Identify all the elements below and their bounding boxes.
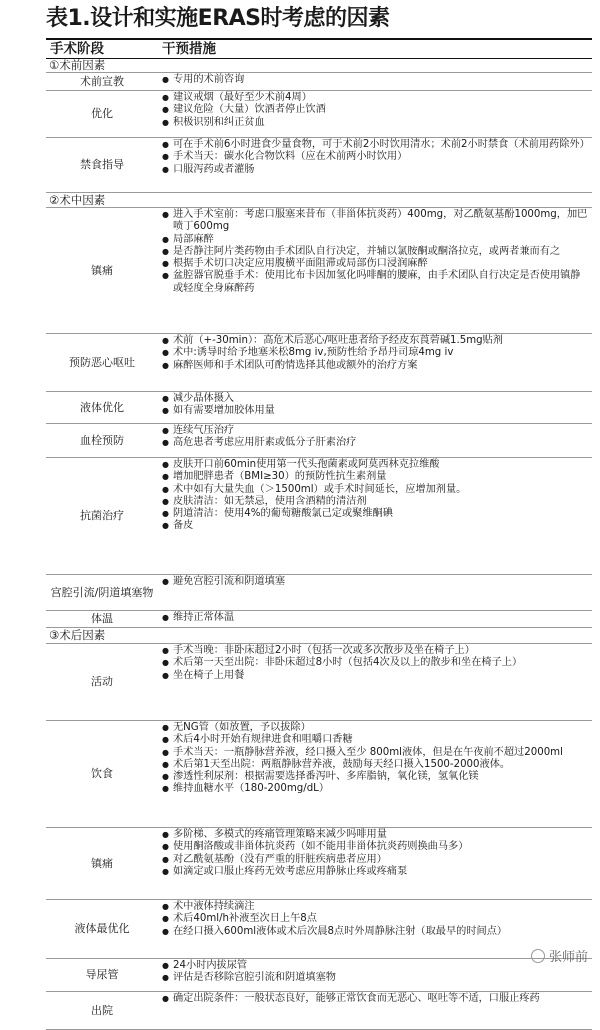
- table-row: [46, 424, 592, 458]
- measure-item: ● 手术当晚：非卧床超过2小时（包括一次或多次散步及坐在椅子上）: [162, 645, 588, 657]
- measures-cell: [162, 993, 588, 1005]
- measure-item: ● 皮肤开口前60min使用第一代头孢菌素或阿莫西林克拉维酸: [162, 459, 588, 471]
- table-row: [46, 959, 592, 992]
- measure-item: ● 术中液体持续滴注: [162, 901, 588, 913]
- watermark-text: 张师前: [548, 950, 588, 965]
- measure-item: ● 维持血糖水平（180-200mg/dL）: [162, 783, 588, 795]
- measure-item: ● 进入手术室前：考虑口服塞来昔布（非甾体抗炎药）400mg，对乙酰氨基酚1000mg，加巴喷丁600mg: [162, 209, 588, 234]
- measure-item: ● 建议戒烟（最好至少术前4周）: [162, 92, 588, 104]
- table-row: [46, 91, 592, 138]
- measures-cell: [162, 459, 588, 533]
- stage-cell: 饮食: [91, 767, 113, 780]
- measure-item: ● 是否静注阿片类药物由手术团队自行决定，并辅以氯胺酮或酮洛拉克，或两者兼而有之: [162, 246, 588, 258]
- table-row: [46, 828, 592, 900]
- measures-cell: [162, 209, 588, 295]
- measures-cell: [162, 829, 588, 878]
- header-measures: 干预措施: [162, 41, 216, 57]
- table-row: [46, 644, 592, 721]
- measure-item: ● 渗透性利尿剂：根据需要选择番泻叶、多库脂钠，氧化镁，氢氧化镁: [162, 771, 588, 783]
- measure-item: ● 术中:诱导时给予地塞米松8mg iv,预防性给予昂丹司琼4mg iv: [162, 347, 588, 359]
- measure-item: ● 避免宫腔引流和阴道填塞: [162, 576, 588, 588]
- measures-cell: [162, 960, 588, 985]
- section-header: ①术前因素: [46, 58, 592, 73]
- measures-cell: [162, 92, 588, 129]
- measure-item: ● 手术当天：一瓶静脉营养液，经口摄入至少 800ml液体，但是在午夜前不超过2000ml: [162, 747, 588, 759]
- stage-cell: 活动: [91, 675, 113, 688]
- measure-item: ● 多阶梯、多模式的疼痛管理策略来减少吗啡用量: [162, 829, 588, 841]
- measure-item: ● 坐在椅子上用餐: [162, 670, 588, 682]
- stage-cell: 液体优化: [80, 400, 124, 414]
- table-row: [46, 900, 592, 959]
- measure-item: ● 可在手术前6小时进食少量食物，可于术前2小时饮用清水；术前2小时禁食（术前用药除外）: [162, 139, 588, 151]
- stage-cell: 体温: [91, 612, 113, 625]
- stage-cell: 宫腔引流/阴道填塞物: [50, 585, 154, 599]
- measures-cell: [162, 139, 588, 176]
- measure-item: ● 术后第一天至出院：非卧床超过8小时（包括4次及以上的散步和坐在椅子上）: [162, 657, 588, 669]
- table-row: [46, 458, 592, 575]
- measure-item: ● 对乙酰氨基酚（没有严重的肝脏疾病患者应用）: [162, 854, 588, 866]
- measure-item: ● 使用酮洛酸或非甾体抗炎药（如不能用非甾体抗炎药则换曲马多）: [162, 841, 588, 853]
- table-row: [46, 721, 592, 828]
- measure-item: ● 确定出院条件：一般状态良好，能够正常饮食而无恶心、呕吐等不适，口服止疼药: [162, 993, 588, 1005]
- stage-cell: 导尿管: [85, 968, 119, 981]
- measure-item: ● 术后第1天至出院：两瓶静脉营养液，鼓励每天经口摄入1500-2000液体。: [162, 759, 588, 771]
- measure-item: ● 建议危险（大量）饮酒者停止饮酒: [162, 104, 588, 116]
- measure-item: ● 盆腔器官脱垂手术：使用比布卡因加氢化吗啡酮的腰麻，由手术团队自行决定是否使用镇静或轻度全身麻醉药: [162, 270, 588, 295]
- stage-cell: 抗菌治疗: [80, 509, 124, 522]
- table-row: [46, 208, 592, 334]
- stage-cell: 镇痛: [91, 263, 113, 277]
- table-row: [46, 992, 592, 1030]
- table-row: [46, 575, 592, 611]
- measures-cell: [162, 576, 588, 588]
- measure-item: ● 积极识别和纠正贫血: [162, 117, 588, 129]
- measure-item: ● 如滴定或口服止疼药无效考虑应用静脉止疼或疼痛泵: [162, 866, 588, 878]
- measure-item: ● 皮肤清洁：如无禁忌，使用含酒精的清洁剂: [162, 496, 588, 508]
- table-title: 表1.设计和实施ERAS时考虑的因素: [46, 6, 390, 31]
- measure-item: ● 减少晶体摄入: [162, 393, 588, 405]
- measure-item: ● 备皮: [162, 520, 588, 532]
- wechat-icon: [531, 949, 545, 963]
- measures-cell: [162, 612, 588, 624]
- measures-cell: [162, 722, 588, 796]
- table-row: [46, 611, 592, 628]
- table-row: [46, 73, 592, 91]
- table-row: [46, 138, 592, 193]
- measure-item: ● 专用的术前咨询: [162, 74, 588, 86]
- section-header: ②术中因素: [46, 193, 592, 208]
- measure-item: ● 术前（+-30min）：高危术后恶心/呕吐患者给予经皮东莨菪碱1.5mg贴剂: [162, 335, 588, 347]
- table-row: [46, 392, 592, 424]
- stage-cell: 优化: [91, 107, 113, 120]
- measure-item: ● 24小时内拔尿管: [162, 960, 588, 972]
- table-row: [46, 334, 592, 392]
- measures-cell: [162, 74, 588, 86]
- measures-cell: [162, 393, 588, 418]
- measure-item: ● 麻醉医师和手术团队可酌情选择其他或额外的治疗方案: [162, 360, 588, 372]
- measure-item: ● 评估是否移除宫腔引流和阴道填塞物: [162, 972, 588, 984]
- header-stage: 手术阶段: [50, 41, 104, 57]
- measure-item: ● 根据手术切口决定应用腹横平面阻滞或局部伤口浸润麻醉: [162, 258, 588, 270]
- measure-item: ● 术后4小时开始有规律进食和咀嚼口香糖: [162, 734, 588, 746]
- measure-item: ● 维持正常体温: [162, 612, 588, 624]
- measure-item: ● 无NG管（如放置，予以拔除）: [162, 722, 588, 734]
- stage-cell: 血栓预防: [80, 433, 124, 447]
- stage-cell: 镇痛: [91, 856, 113, 870]
- measure-item: ● 口服泻药或者灌肠: [162, 164, 588, 176]
- measures-cell: [162, 645, 588, 682]
- section-header: ③术后因素: [46, 628, 592, 644]
- measure-item: ● 增加肥胖患者（BMI≥30）的预防性抗生素剂量: [162, 471, 588, 483]
- table-header: [46, 38, 592, 59]
- measure-item: ● 手术当天：碳水化合物饮料（应在术前两小时饮用）: [162, 151, 588, 163]
- measures-cell: [162, 425, 588, 450]
- watermark: [531, 946, 588, 965]
- measure-item: ● 在经口摄入600ml液体或术后次晨8点时外周静脉注射（取最早的时间点）: [162, 926, 588, 938]
- measure-item: ● 术后40ml/h补液至次日上午8点: [162, 913, 588, 925]
- measure-item: ● 高危患者考虑应用肝素或低分子肝素治疗: [162, 437, 588, 449]
- measures-cell: [162, 335, 588, 372]
- stage-cell: 术前宣教: [80, 74, 124, 88]
- measure-item: ● 阴道清洁：使用4%的葡萄糖酸氯己定或聚维酮碘: [162, 508, 588, 520]
- measure-item: ● 连续气压治疗: [162, 425, 588, 437]
- measure-item: ● 如有需要增加胶体用量: [162, 405, 588, 417]
- stage-cell: 预防恶心呕吐: [69, 355, 135, 369]
- stage-cell: 禁食指导: [80, 158, 124, 171]
- measure-item: ● 术中如有大量失血（＞1500ml）或手术时间延长，应增加剂量。: [162, 484, 588, 496]
- measure-item: ● 局部麻醉: [162, 234, 588, 246]
- stage-cell: 液体最优化: [74, 922, 130, 935]
- stage-cell: 出院: [91, 1003, 113, 1017]
- measures-cell: [162, 901, 588, 938]
